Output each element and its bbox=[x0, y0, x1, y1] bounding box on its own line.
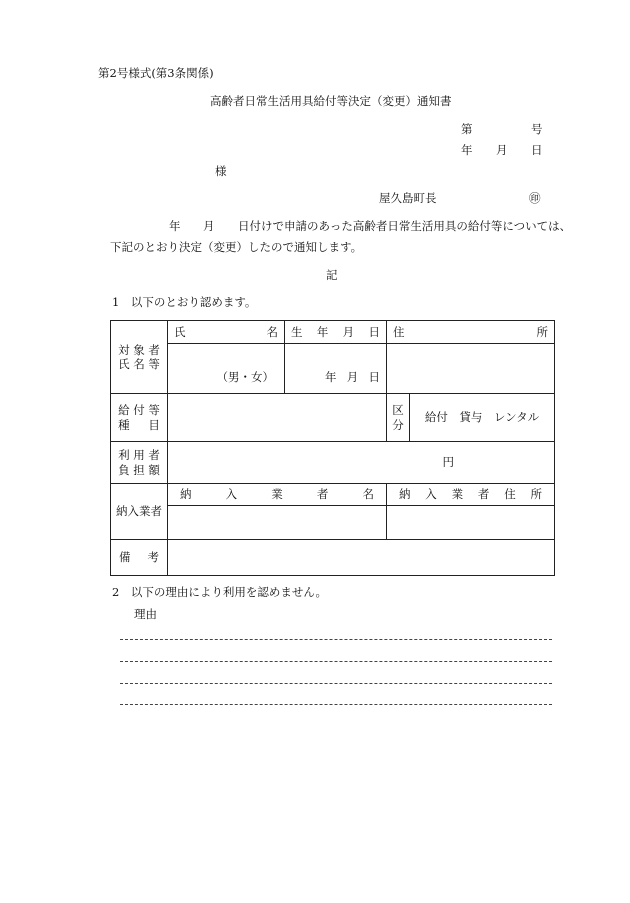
address-header: 住 所 bbox=[387, 321, 555, 344]
name-value-cell bbox=[168, 344, 285, 394]
user-burden-value bbox=[168, 442, 555, 484]
document-title: 高齢者日常生活用具給付等決定（変更）通知書 bbox=[210, 94, 452, 108]
user-burden-label: 利 用 者 負 担 額 bbox=[111, 442, 168, 484]
seal-mark: ㊞ bbox=[529, 191, 541, 205]
body-month: 月 bbox=[203, 219, 215, 233]
gender-options: （男・女） bbox=[216, 369, 274, 384]
addressee-honorific: 様 bbox=[215, 164, 227, 178]
section1-heading: 1 以下のとおり認めます。 bbox=[112, 295, 257, 309]
remarks-value bbox=[168, 540, 555, 576]
form-id: 第2号様式(第3条関係) bbox=[98, 66, 214, 80]
supplier-name-header: 納 入 業 者 名 bbox=[168, 484, 387, 506]
section2-heading: 2 以下の理由により利用を認めません。 bbox=[112, 585, 328, 599]
date-year: 年 bbox=[461, 143, 473, 157]
supplier-address-value bbox=[387, 506, 555, 540]
number-prefix: 第 bbox=[461, 122, 473, 136]
kubun-options: 給付 貸与 レンタル bbox=[410, 394, 555, 442]
reason-label: 理由 bbox=[134, 607, 157, 621]
yen-unit: 円 bbox=[442, 455, 454, 470]
address-value-cell bbox=[387, 344, 555, 394]
item-type-value bbox=[168, 394, 387, 442]
issuer-name: 屋久島町長 bbox=[379, 191, 437, 205]
remarks-label: 備 考 bbox=[111, 540, 168, 576]
name-header: 氏 名 bbox=[168, 321, 285, 344]
supplier-label: 納入業者 bbox=[111, 484, 168, 540]
reason-line-3 bbox=[120, 683, 552, 684]
body-year: 年 bbox=[169, 219, 181, 233]
body-line1: 日付けで申請のあった高齢者日常生活用具の給付等については、 bbox=[238, 219, 572, 233]
birthdate-header: 生 年 月 日 bbox=[285, 321, 387, 344]
kubun-label: 区 分 bbox=[387, 394, 410, 442]
date-month: 月 bbox=[496, 143, 508, 157]
ki-heading: 記 bbox=[326, 268, 338, 282]
decision-table bbox=[110, 320, 555, 576]
reason-line-2 bbox=[120, 661, 552, 662]
supplier-name-value bbox=[168, 506, 387, 540]
birthdate-value-cell: 年 月 日 bbox=[285, 344, 387, 394]
supplier-address-header: 納 入 業 者 住 所 bbox=[387, 484, 555, 506]
date-day: 日 bbox=[531, 143, 543, 157]
reason-line-1 bbox=[120, 639, 552, 640]
body-line2: 下記のとおり決定（変更）したので通知します。 bbox=[110, 240, 363, 254]
item-type-label: 給 付 等 種 目 bbox=[111, 394, 168, 442]
target-person-label: 対 象 者 氏 名 等 bbox=[111, 321, 168, 394]
number-suffix: 号 bbox=[531, 122, 543, 136]
reason-line-4 bbox=[120, 704, 552, 705]
